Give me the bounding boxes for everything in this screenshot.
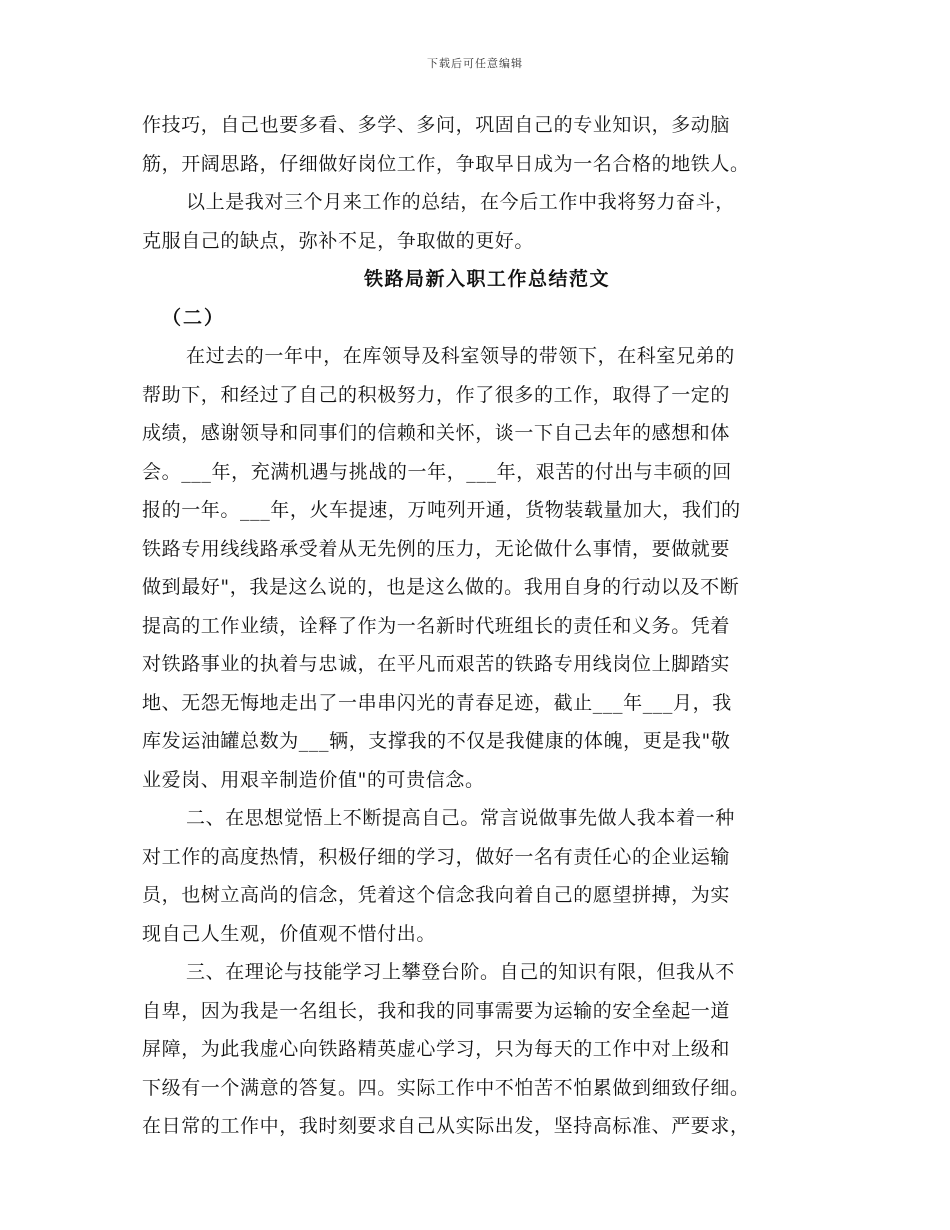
text-line: 对铁路事业的执着与忠诚，在平凡而艰苦的铁路专用线岗位上脚踏实: [142, 653, 731, 675]
text-line: 在日常的工作中，我时刻要求自己从实际出发，坚持高标准、严要求，: [142, 1115, 750, 1137]
text-line: 二、在思想觉悟上不断提高自己。常言说做事先做人我本着一种: [186, 807, 735, 829]
section-number: （二）: [162, 306, 226, 329]
text-line: 地、无怨无悔地走出了一串串闪光的青春足迹，截止___年___月，我: [142, 691, 732, 714]
text-line: 业爱岗、用艰辛制造价值"的可贵信念。: [142, 768, 485, 791]
text-line: 做到最好"，我是这么说的，也是这么做的。我用自身的行动以及不断: [142, 576, 740, 598]
text-line: 下级有一个满意的答复。四。实际工作中不怕苦不怕累做到细致仔细。: [142, 1076, 750, 1099]
text-line: 在过去的一年中，在库领导及科室领导的带领下，在科室兄弟的: [186, 345, 735, 367]
text-line: 筋，开阔思路，仔细做好岗位工作，争取早日成为一名合格的地铁人。: [142, 152, 750, 175]
text-line: 作技巧，自己也要多看、多学、多问，巩固自己的专业知识，多动脑: [142, 114, 731, 136]
text-line: 以上是我对三个月来工作的总结，在今后工作中我将努力奋斗，: [186, 191, 735, 213]
document-body: [142, 106, 822, 1146]
text-line: 自卑，因为我是一名组长，我和我的同事需要为运输的安全垒起一道: [142, 999, 731, 1022]
text-line: 提高的工作业绩，诠释了作为一名新时代班组长的责任和义务。凭着: [142, 614, 731, 637]
text-line: 现自己人生观，价值观不惜付出。: [142, 922, 437, 945]
text-line: 报的一年。___年，火车提速，万吨列开通，货物装载量加大，我们的: [142, 499, 741, 521]
text-line: 克服自己的缺点，弥补不足，争取做的更好。: [142, 229, 535, 252]
text-line: 铁路专用线线路承受着从无先例的压力，无论做什么事情，要做就要: [142, 537, 731, 560]
text-line: 对工作的高度热情，积极仔细的学习，做好一名有责任心的企业运输: [142, 845, 731, 868]
text-line: 帮助下，和经过了自己的积极努力，作了很多的工作，取得了一定的: [142, 383, 731, 406]
text-line: 成绩，感谢领导和同事们的信赖和关怀，谈一下自己去年的感想和体: [142, 422, 731, 444]
text-line: 三、在理论与技能学习上攀登台阶。自己的知识有限，但我从不: [186, 961, 735, 983]
text-line: 屏障，为此我虚心向铁路精英虚心学习，只为每天的工作中对上级和: [142, 1038, 731, 1060]
text-line: 员，也树立高尚的信念，凭着这个信念我向着自己的愿望拼搏，为实: [142, 884, 731, 906]
text-line: 会。___年，充满机遇与挑战的一年，___年，艰苦的付出与丰硕的回: [142, 460, 732, 483]
document-title: 铁路局新入职工作总结范文: [363, 268, 610, 290]
header-note: 下载后可任意编辑: [427, 57, 523, 70]
text-line: 库发运油罐总数为___辆，支撑我的不仅是我健康的体魄，更是我"敬: [142, 730, 731, 752]
